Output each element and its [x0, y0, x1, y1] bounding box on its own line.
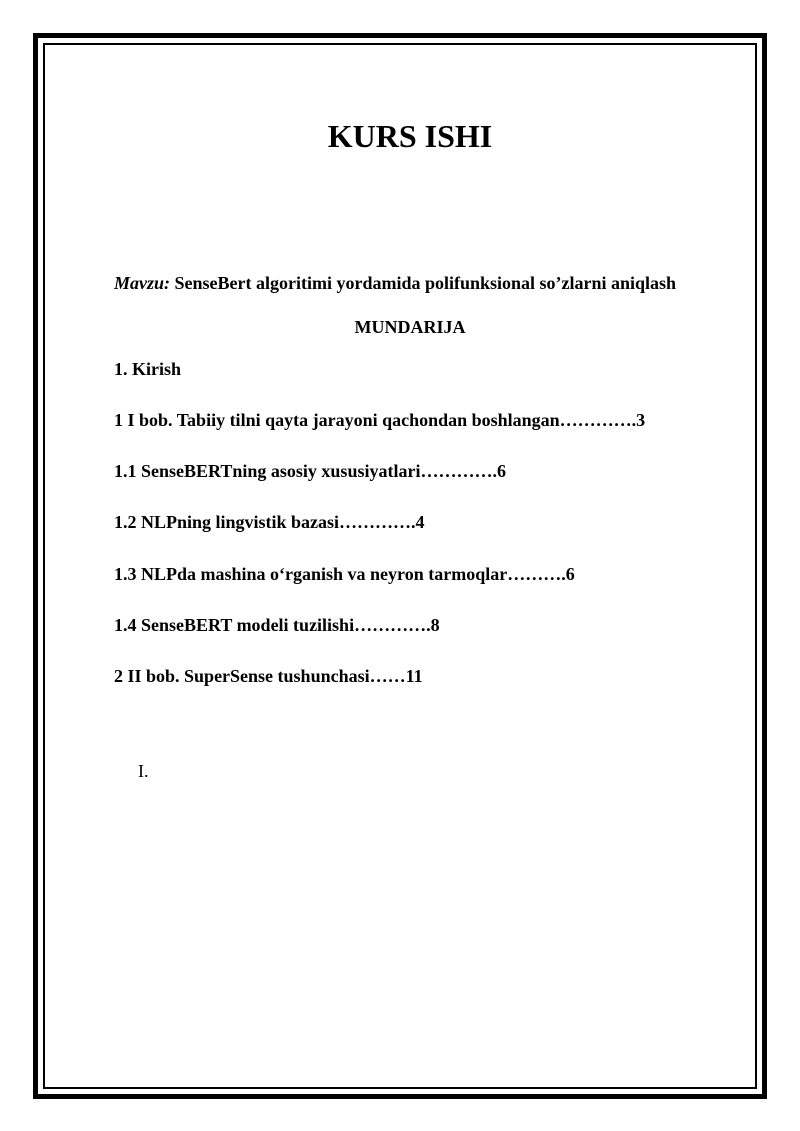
toc-item-1-2: 1.2 NLPning lingvistik bazasi………….4	[114, 512, 425, 532]
topic-label: Mavzu:	[114, 273, 171, 293]
topic-text: SenseBert algoritimi yordamida polifunksional so’zlarni aniqlash	[170, 273, 677, 293]
topic-line	[114, 271, 676, 295]
toc-heading: MUNDARIJA	[354, 317, 466, 337]
toc-item-1-1: 1.1 SenseBERTning asosiy xususiyatlari………….6	[114, 461, 506, 481]
toc-item-chapter-1: 1 I bob. Tabiiy tilni qayta jarayoni qachondan boshlangan………….3	[114, 410, 646, 430]
toc-item-1-4: 1.4 SenseBERT modeli tuzilishi………….8	[114, 615, 440, 635]
toc-item-chapter-2: 2 II bob. SuperSense tushunchasi……11	[114, 666, 423, 686]
toc-item-1-3: 1.3 NLPda mashina o‘rganish va neyron tarmoqlar……….6	[114, 564, 575, 584]
document-title: KURS ISHI	[327, 118, 493, 154]
list-marker: I.	[138, 761, 149, 781]
toc-item-kirish: 1. Kirish	[114, 359, 182, 379]
